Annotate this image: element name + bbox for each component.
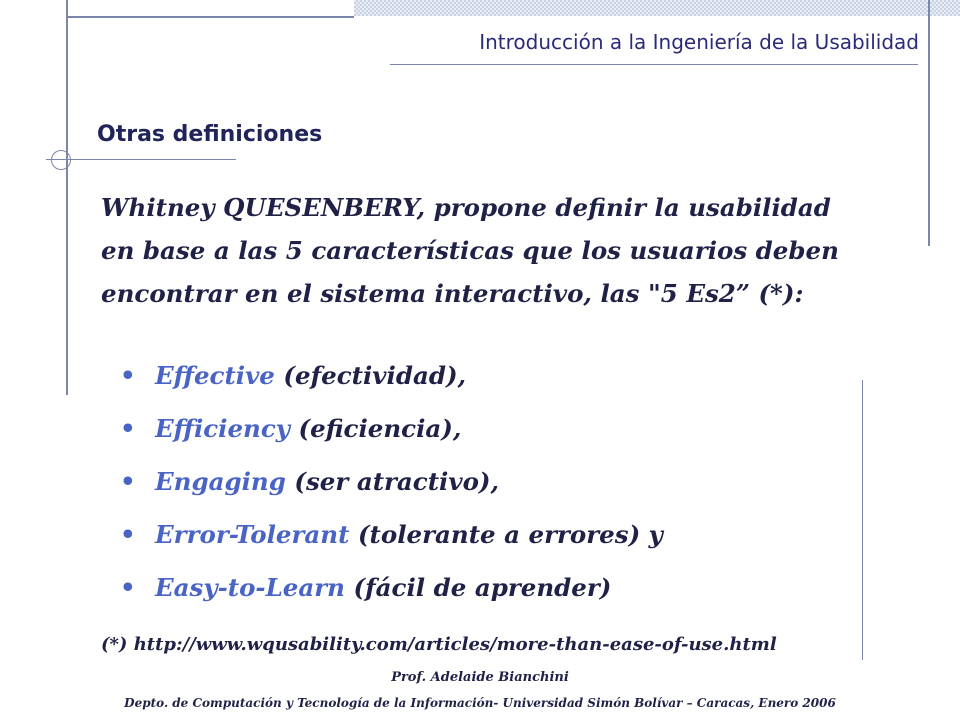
list-item [120, 512, 663, 565]
bullet-term: Easy-to-Learn [155, 573, 345, 602]
slide-title: Otras definiciones [97, 122, 323, 147]
list-item [120, 565, 663, 618]
characteristics-list [120, 353, 663, 618]
decorative-circle [51, 150, 71, 170]
frame-line-vertical-right [928, 0, 930, 246]
bullet-icon: • [120, 573, 136, 602]
frame-line-section [46, 159, 236, 160]
header-underline [390, 64, 918, 65]
bullet-term: Error-Tolerant [155, 520, 350, 549]
list-item [120, 406, 663, 459]
bullet-description: (eficiencia), [290, 414, 462, 443]
list-item [120, 353, 663, 406]
bullet-term: Effective [155, 361, 275, 390]
header-pattern [354, 0, 960, 16]
presentation-title: Introducción a la Ingeniería de la Usabilidad [479, 30, 919, 54]
bullet-term: Efficiency [155, 414, 291, 443]
bullet-term: Engaging [155, 467, 286, 496]
intro-paragraph: Whitney QUESENBERY, propone definir la usabilidad en base a las 5 características que los usuarios deben encontrar en el sistema interactivo, las "5 Es2” (*): [101, 193, 839, 308]
bullet-description: (tolerante a errores) y [349, 520, 663, 549]
bullet-icon: • [120, 414, 136, 443]
bullet-description: (fácil de aprender) [344, 573, 612, 602]
frame-line-right-lower [862, 380, 863, 660]
bullet-icon: • [120, 361, 136, 390]
bullet-description: (efectividad), [274, 361, 467, 390]
frame-line-vertical-left [66, 0, 68, 395]
frame-line-top [66, 16, 354, 18]
footer-department: Depto. de Computación y Tecnología de la Información- Universidad Simón Bolívar – Caracas, Enero 2006 [124, 696, 836, 710]
bullet-description: (ser atractivo), [285, 467, 500, 496]
footer-author: Prof. Adelaide Bianchini [391, 670, 569, 685]
list-item [120, 459, 663, 512]
bullet-icon: • [120, 467, 136, 496]
bullet-icon: • [120, 520, 136, 549]
footnote-url: (*) http://www.wqusability.com/articles/more-than-ease-of-use.html [101, 634, 777, 655]
